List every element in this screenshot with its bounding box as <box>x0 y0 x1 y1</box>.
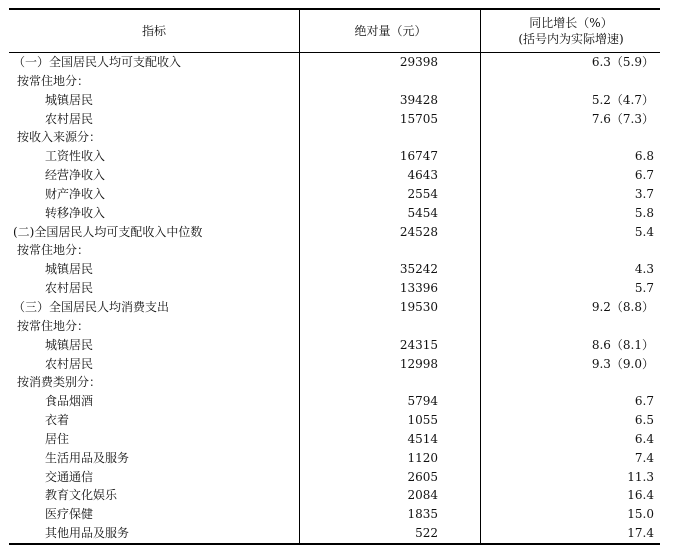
row-label: 教育文化娱乐 <box>45 488 118 503</box>
header-growth-line2: (括号内为实际增速) <box>518 32 624 46</box>
table-row <box>9 147 660 166</box>
row-growth-value: 4.3 <box>634 262 654 277</box>
row-growth-value: 5.8 <box>634 205 654 220</box>
table-row <box>9 298 660 317</box>
header-absolute: 绝对量（元） <box>299 10 481 52</box>
table-row <box>9 260 660 279</box>
header-indicator: 指标 <box>141 24 166 38</box>
row-absolute-value: 12998 <box>399 356 438 371</box>
row-label: 财产净收入 <box>45 186 106 201</box>
row-growth-value: 6.8 <box>634 149 654 164</box>
row-label: （三）全国居民人均消费支出 <box>13 299 170 314</box>
table-row <box>9 430 660 449</box>
row-absolute-value: 5794 <box>407 394 438 409</box>
row-absolute-value: 1120 <box>407 450 438 465</box>
row-absolute-value: 1835 <box>407 507 438 522</box>
table-row <box>9 392 660 411</box>
row-growth-value: 9.3（9.0） <box>591 356 654 371</box>
table-row <box>9 317 660 336</box>
table-row <box>9 279 660 298</box>
row-growth-value: 6.5 <box>634 413 654 428</box>
table-row <box>9 468 660 487</box>
row-absolute-value: 24315 <box>399 337 438 352</box>
row-growth-value: 5.7 <box>634 281 654 296</box>
row-absolute-value: 39428 <box>399 92 438 107</box>
row-absolute-value: 24528 <box>399 224 438 239</box>
row-label: 按常住地分： <box>17 318 90 333</box>
row-growth-value: 15.0 <box>627 507 654 522</box>
table-row <box>9 486 660 505</box>
row-label: 转移净收入 <box>45 205 106 220</box>
row-label: 城镇居民 <box>45 262 94 277</box>
row-label: (二)全国居民人均可支配收入中位数 <box>13 224 203 239</box>
row-label: 居住 <box>45 431 70 446</box>
row-label: 城镇居民 <box>45 337 94 352</box>
row-growth-value: 16.4 <box>627 488 654 503</box>
row-label: 生活用品及服务 <box>45 450 130 465</box>
row-label: 按消费类别分： <box>17 375 102 390</box>
row-label: 医疗保健 <box>45 507 94 522</box>
table-row <box>9 128 660 147</box>
row-growth-value: 17.4 <box>627 526 654 541</box>
header-growth <box>480 10 661 52</box>
table-row <box>9 241 660 260</box>
row-absolute-value: 35242 <box>399 262 438 277</box>
row-growth-value: 7.6（7.3） <box>591 111 654 126</box>
table-row <box>9 53 660 72</box>
row-label: 按收入来源分： <box>17 130 102 145</box>
table-row <box>9 373 660 392</box>
row-absolute-value: 522 <box>415 526 438 541</box>
table-row <box>9 72 660 91</box>
row-growth-value: 6.7 <box>634 168 654 183</box>
table-header <box>9 8 660 53</box>
row-absolute-value: 13396 <box>399 281 438 296</box>
row-growth-value: 7.4 <box>634 450 654 465</box>
table-row <box>9 204 660 223</box>
row-growth-value: 5.2（4.7） <box>591 92 654 107</box>
row-label: 农村居民 <box>45 111 94 126</box>
table-row <box>9 449 660 468</box>
row-growth-value: 5.4 <box>634 224 654 239</box>
row-absolute-value: 2084 <box>407 488 438 503</box>
row-label: 工资性收入 <box>45 149 106 164</box>
table-row <box>9 185 660 204</box>
row-absolute-value: 29398 <box>399 55 438 69</box>
row-growth-value: 6.4 <box>634 431 654 446</box>
table-body <box>9 53 660 545</box>
row-absolute-value: 4514 <box>407 431 438 446</box>
row-label: 农村居民 <box>45 356 94 371</box>
table-row <box>9 355 660 374</box>
row-growth-value: 8.6（8.1） <box>591 337 654 352</box>
row-label: 按常住地分： <box>17 243 90 258</box>
row-growth-value: 3.7 <box>634 186 654 201</box>
row-label: 衣着 <box>45 413 70 428</box>
row-label: 交通通信 <box>45 469 94 484</box>
table-row <box>9 505 660 524</box>
row-label: 食品烟酒 <box>45 394 94 409</box>
table-row <box>9 411 660 430</box>
table-row <box>9 166 660 185</box>
table-row <box>9 336 660 355</box>
row-absolute-value: 4643 <box>407 168 438 183</box>
statistics-table <box>9 8 660 545</box>
table-row <box>9 91 660 110</box>
row-label: 其他用品及服务 <box>45 526 130 541</box>
row-label: 经营净收入 <box>45 168 106 183</box>
row-label: 城镇居民 <box>45 92 94 107</box>
row-absolute-value: 16747 <box>399 149 438 164</box>
row-growth-value: 11.3 <box>627 469 654 484</box>
row-label: 按常住地分： <box>17 73 90 88</box>
table-row <box>9 110 660 129</box>
row-absolute-value: 15705 <box>399 111 438 126</box>
row-absolute-value: 1055 <box>407 413 438 428</box>
row-absolute-value: 5454 <box>407 205 438 220</box>
table-row <box>9 524 660 543</box>
row-absolute-value: 19530 <box>399 299 438 314</box>
row-growth-value: 9.2（8.8） <box>591 299 654 314</box>
row-absolute-value: 2605 <box>407 469 438 484</box>
row-growth-value: 6.3（5.9） <box>591 55 654 69</box>
row-growth-value: 6.7 <box>634 394 654 409</box>
row-label: （一）全国居民人均可支配收入 <box>13 55 182 69</box>
table-row <box>9 223 660 242</box>
row-absolute-value: 2554 <box>407 186 438 201</box>
row-label: 农村居民 <box>45 281 94 296</box>
header-growth-line1: 同比增长（%） <box>529 16 613 30</box>
